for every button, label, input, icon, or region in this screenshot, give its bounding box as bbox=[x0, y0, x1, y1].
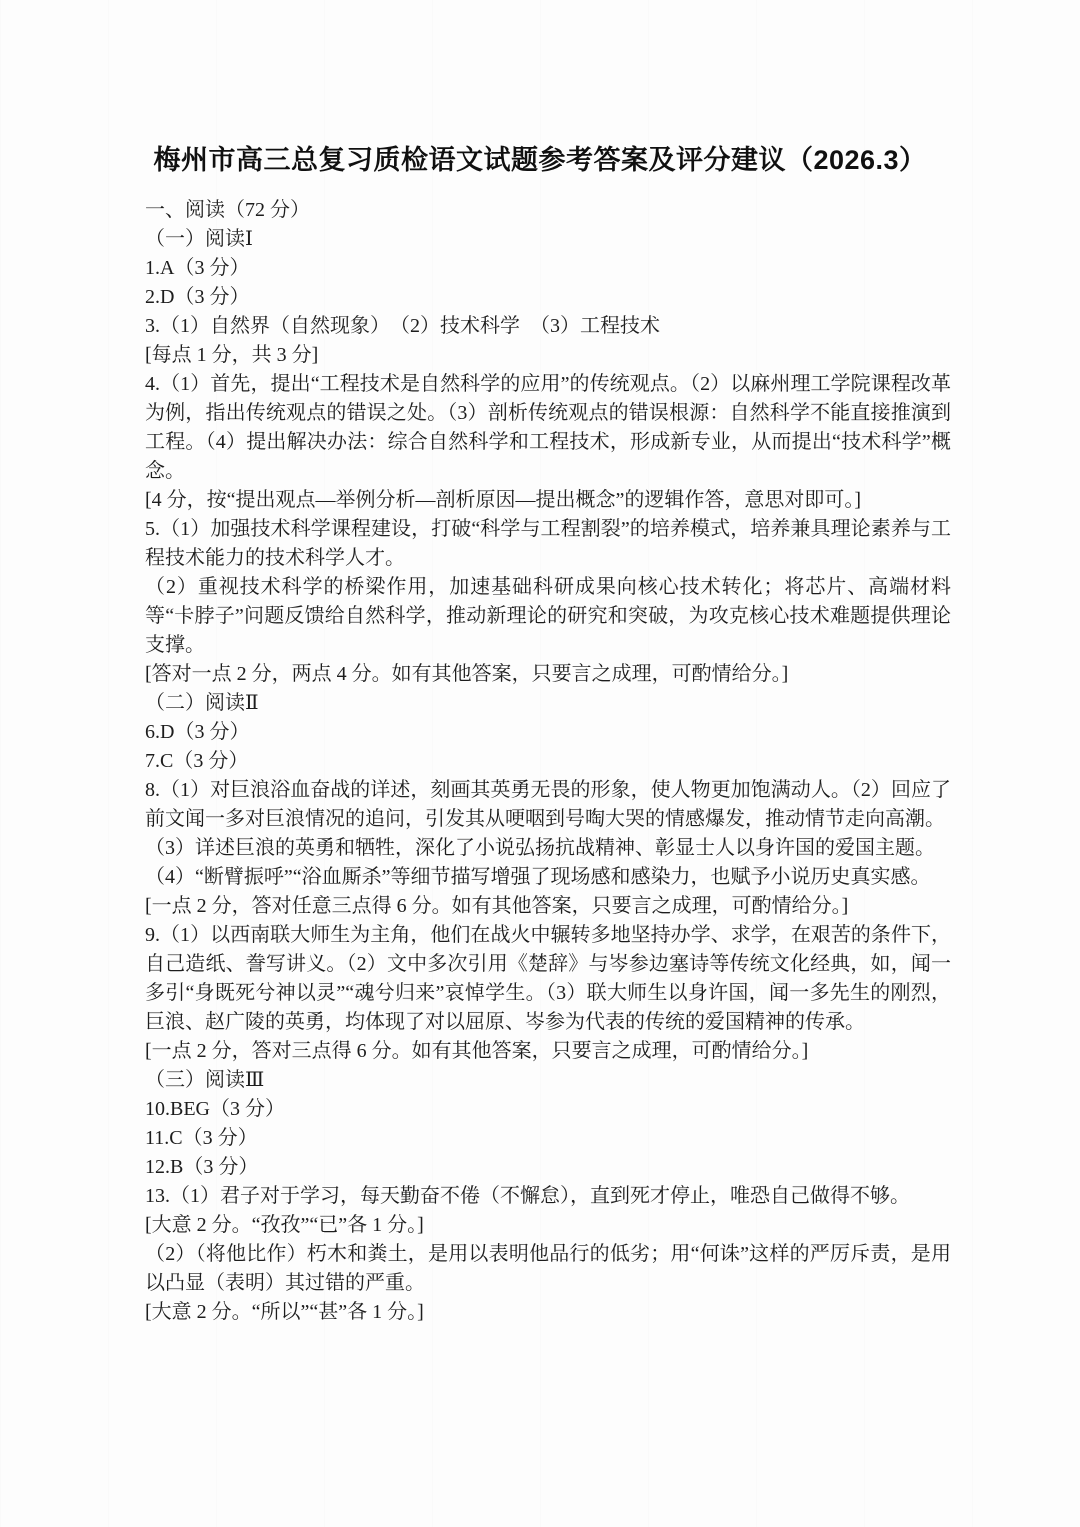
answer-9: 9.（1）以西南联大师生为主角，他们在战火中辗转多地坚持办学、求学，在艰苦的条件下，自己造纸、誊写讲义。（2）文中多次引用《楚辞》与岑参边塞诗等传统文化经典，如，闻一多引“身既死兮神以灵”“魂兮归来”哀悼学生。（3）联大师生以身许国，闻一多先生的刚烈，巨浪、赵广陵的英勇，均体现了对以屈原、岑参为代表的传统的爱国精神的传承。 bbox=[145, 924, 951, 1033]
answer-1: 1.A（3 分） bbox=[145, 257, 250, 279]
subsection-heading-reading-2: （二）阅读Ⅱ bbox=[145, 692, 259, 714]
page-title: 梅州市高三总复习质检语文试题参考答案及评分建议（2026.3） bbox=[153, 145, 927, 175]
answer-2: 2.D（3 分） bbox=[145, 286, 250, 308]
answer-8-points-1-2: 8.（1）对巨浪浴血奋战的详述，刻画其英勇无畏的形象，使人物更加饱满动人。（2）回应了前文闻一多对巨浪情况的追问，引发其从哽咽到号啕大哭的情感爆发，推动情节走向高潮。 bbox=[145, 779, 951, 830]
subsection-heading-reading-3: （三）阅读Ⅲ bbox=[145, 1069, 265, 1091]
scoring-note-3: [每点 1 分，共 3 分] bbox=[145, 344, 319, 366]
answer-8-point-3: （3）详述巨浪的英勇和牺牲，深化了小说弘扬抗战精神、彰显士人以身许国的爱国主题。 bbox=[145, 837, 935, 859]
answer-11: 11.C（3 分） bbox=[145, 1127, 258, 1149]
scoring-note-13-1: [大意 2 分。“孜孜”“已”各 1 分。] bbox=[145, 1214, 424, 1236]
section-heading-reading: 一、阅读（72 分） bbox=[145, 199, 310, 221]
answer-4: 4.（1）首先，提出“工程技术是自然科学的应用”的传统观点。（2）以麻州理工学院课程改革为例，指出传统观点的错误之处。（3）剖析传统观点的错误根源：自然科学不能直接推演到工程。（4）提出解决办法：综合自然科学和工程技术，形成新专业，从而提出“技术科学”概念。 bbox=[145, 373, 951, 482]
answer-10: 10.BEG（3 分） bbox=[145, 1098, 285, 1120]
scoring-note-5: [答对一点 2 分，两点 4 分。如有其他答案，只要言之成理，可酌情给分。] bbox=[145, 663, 789, 685]
answer-13-point-2: （2）（将他比作）朽木和粪土，是用以表明他品行的低劣；用“何诛”这样的严厉斥责，是用以凸显（表明）其过错的严重。 bbox=[145, 1243, 951, 1294]
answer-6: 6.D（3 分） bbox=[145, 721, 250, 743]
scoring-note-9: [一点 2 分，答对三点得 6 分。如有其他答案，只要言之成理，可酌情给分。] bbox=[145, 1040, 809, 1062]
answer-8-point-4: （4）“断臂振呼”“浴血厮杀”等细节描写增强了现场感和感染力，也赋予小说历史真实感。 bbox=[145, 866, 931, 888]
answer-7: 7.C（3 分） bbox=[145, 750, 249, 772]
scoring-note-13-2: [大意 2 分。“所以”“甚”各 1 分。] bbox=[145, 1301, 424, 1323]
answer-5-point-1: 5.（1）加强技术科学课程建设，打破“科学与工程割裂”的培养模式，培养兼具理论素养与工程技术能力的技术科学人才。 bbox=[145, 518, 951, 569]
scoring-note-8: [一点 2 分，答对任意三点得 6 分。如有其他答案，只要言之成理，可酌情给分。] bbox=[145, 895, 849, 917]
document-body bbox=[145, 196, 951, 1327]
answer-13-point-1: 13.（1）君子对于学习，每天勤奋不倦（不懈怠），直到死才停止，唯恐自己做得不够。 bbox=[145, 1185, 910, 1207]
subsection-heading-reading-1: （一）阅读Ⅰ bbox=[145, 228, 253, 250]
answer-3: 3.（1）自然界（自然现象） （2）技术科学 （3）工程技术 bbox=[145, 315, 660, 337]
scoring-note-4: [4 分，按“提出观点—举例分析—剖析原因—提出概念”的逻辑作答，意思对即可。] bbox=[145, 489, 862, 511]
answer-5-point-2: （2）重视技术科学的桥梁作用，加速基础科研成果向核心技术转化；将芯片、高端材料等“卡脖子”问题反馈给自然科学，推动新理论的研究和突破，为攻克核心技术难题提供理论支撑。 bbox=[145, 576, 951, 656]
answer-12: 12.B（3 分） bbox=[145, 1156, 259, 1178]
